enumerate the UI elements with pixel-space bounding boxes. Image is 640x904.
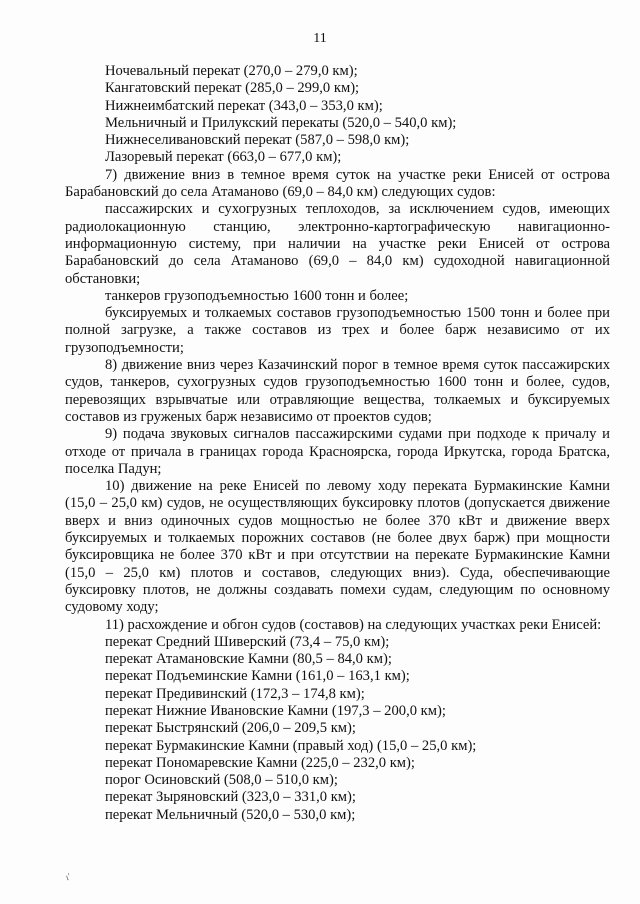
paragraph-10: 10) движение на реке Енисей по левому ходу переката Бурмакинские Камни (15,0 – 25,0 км) судов, не осуществляющих буксировку плотов (допускается движение вверх и вниз одиночных судов мощностью не более 370 кВт и движение вверх буксируемых и толкаемых порожних составов (не более двух барж) при мощности буксировщика не более 370 кВт и при отсутствии на перекате Бурмакинские Камни (15,0 – 25,0 км) плотов и составов, следующих вниз). Суда, обеспечивающие буксировку плотов, не должны создавать помехи судам, следующим по основному судовому ходу; [65,478,610,616]
list-item: перекат Мельничный (520,0 – 530,0 км); [105,806,356,823]
list-item: перекат Атамановские Камни (80,5 – 84,0 км); [105,651,392,668]
scan-mark: ι' [64,871,72,884]
list-item: перекат Пономаревские Камни (225,0 – 232,0 км); [105,754,415,771]
list-item: перекат Подъеминские Камни (161,0 – 163,1 км); [105,668,410,685]
paragraph-7c: буксируемых и толкаемых составов грузоподъемностью 1500 тонн и более при полной загрузке, а также составов из трех и более барж независимо от их грузоподъемности; [65,305,610,356]
list-item: Лазоревый перекат (663,0 – 677,0 км); [105,149,342,166]
list-item: перекат Бурмакинские Камни (правый ход) (15,0 – 25,0 км); [105,737,477,754]
paragraph-7a: пассажирских и сухогрузных теплоходов, за исключением судов, имеющих радиолокационную станцию, электронно-картографическую навигационно-информационную систему, при наличии на участке реки Енисей от острова Барабановский до села Атаманово (69,0 – 84,0 км) судоходной навигационной обстановки; [65,201,610,287]
paragraph-7: 7) движение вниз в темное время суток на участке реки Енисей от острова Барабановский до села Атаманово (69,0 – 84,0 км) следующих судов: [65,166,610,201]
paragraph-7b: танкеров грузоподъемностью 1600 тонн и более; [105,287,409,304]
list-item: порог Осиновский (508,0 – 510,0 км); [105,772,338,789]
paragraph-11: 11) расхождение и обгон судов (составов) на следующих участках реки Енисей: [105,616,602,633]
page-number: 11 [313,31,327,46]
list-item: Кангатовский перекат (285,0 – 299,0 км); [105,80,360,97]
list-item: Нижнеимбатский перекат (343,0 – 353,0 км); [105,97,383,114]
list-item: Мельничный и Прилукский перекаты (520,0 – 540,0 км); [105,114,457,131]
list-item: перекат Средний Шиверский (73,4 – 75,0 км); [105,633,390,650]
list-item: перекат Нижние Ивановские Камни (197,3 – 200,0 км); [105,702,446,719]
list-item: Нижнеселивановский перекат (587,0 – 598,0 км); [105,132,410,149]
list-item: перекат Предивинский (172,3 – 174,8 км); [105,685,365,702]
list-item: перекат Быстрянский (206,0 – 209,5 км); [105,720,356,737]
paragraph-8: 8) движение вниз через Казачинский порог в темное время суток пассажирских судов, танкеров, сухогрузных судов грузоподъемностью 1600 тонн и более, судов, перевозящих взрывчатые или отравляющие вещества, толкаемых и буксируемых составов из груженых барж независимо от проектов судов; [65,357,610,425]
document-body [65,63,610,824]
list-item: перекат Зыряновский (323,0 – 331,0 км); [105,789,356,806]
paragraph-9: 9) подача звуковых сигналов пассажирскими судами при подходе к причалу и отходе от причала в границах города Красноярска, города Иркутска, города Братска, поселка Падун; [65,426,610,477]
list-item: Ночевальный перекат (270,0 – 279,0 км); [105,63,358,79]
